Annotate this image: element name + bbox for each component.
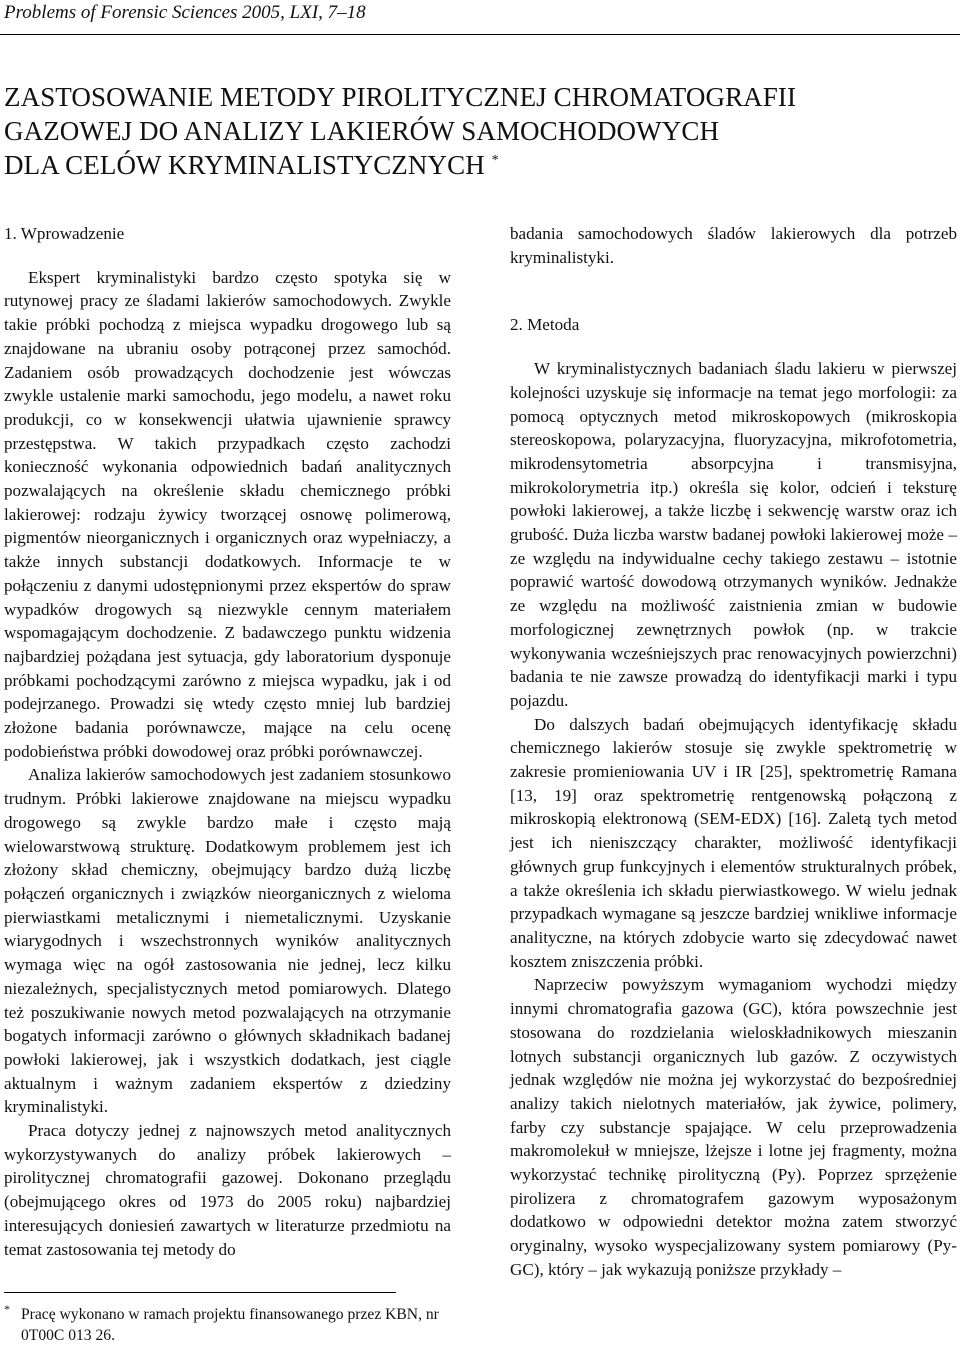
body-paragraph: Ekspert kryminalistyki bardzo często spotyka się w rutynowej pracy ze śladami lakierów samochodowych. Zwykle takie próbki pochodzą z miejsca wypadku drogowego lub są znajdowane na ubraniu osoby potrąconej przez samochód. Zadaniem osób prowadzących dochodzenie jest wówczas zwykle ustalenie marki samochodu, jego modelu, a nawet roku produkcji, co w konsekwencji ułatwia ujawnienie sprawcy przestępstwa. W takich przypadkach często zachodzi konieczność wykonania odpowiednich badań analitycznych pozwalających na określenie składu chemicznego próbki lakierowej: rodzaju żywicy tworzącej osnowę polimerową, pigmentów nieorganicznych i organicznych oraz wypełniaczy, a także innych substancji dodatkowych. Informacje te w połączeniu z danymi udostępnionymi przez ekspertów do spraw wypadków drogowych są niezwykle cennym materiałem wspomagającym dochodzenie. Z badawczego punktu widzenia najbardziej pożądana jest sytuacja, gdy laboratorium dysponuje próbkami pochodzącymi zarówno z miejsca wypadku, jak i od podejrzanego. Prowadzi się wtedy często mniej lub bardziej złożone badania porównawcze, mające na celu ocenę podobieństwa próbki dowodowej oraz próbki porównawczej. xyxy=(4,267,451,761)
header-rule xyxy=(0,34,960,35)
footnote xyxy=(4,1304,454,1346)
title-line-3: DLA CELÓW KRYMINALISTYCZNYCH xyxy=(4,150,485,180)
article-title xyxy=(4,80,944,182)
body-paragraph: Do dalszych badań obejmujących identyfikację składu chemicznego lakierów stosuje się zwykle spektrometrię w zakresie promieniowania UV i IR [25], spektrometrię Ramana [13, 19] oraz spektrometrię rentgenowską połączoną z mikroskopią elektronową (SEM-EDX) [16]. Zaletą tych metod jest ich nieniszczący charakter, możliwość identyfikacji głównych grup funkcyjnych i elementów strukturalnych próbek, a także określenia ich składu pierwiastkowego. W wielu jednak przypadkach wymagane są jeszcze bardziej wnikliwe informacje analityczne, na których zdobycie warto się zdecydować nawet kosztem zniszczenia próbki. xyxy=(510,714,957,971)
title-footnote-mark: * xyxy=(491,153,499,168)
footnote-mark: * xyxy=(4,1302,10,1316)
section-heading-intro: 1. Wprowadzenie xyxy=(4,224,125,243)
footnote-rule xyxy=(4,1292,396,1293)
left-column xyxy=(4,222,451,1261)
body-paragraph: W kryminalistycznych badaniach śladu lakieru w pierwszej kolejności uzyskuje się informacje na temat jego morfologii: za pomocą optycznych metod mikroskopowych (mikroskopia stereoskopowa, polaryzacyjna, fluoryzacyjna, mikrofotometria, mikrodensytometria absorpcyjna i transmisyjna, mikrokolorymetria itp.) określa się kolor, odcień i teksturę powłoki lakierowej, a także liczbę i sekwencję warstw oraz ich grubość. Duża liczba warstw badanej powłoki lakierowej może – ze względu na indywidualne cechy takiego zestawu – istotnie poprawić wartość dowodową otrzymanych wyników. Jednakże ze względu na możliwość zaistnienia zmian w budowie morfologicznej zewnętrznych powłok (np. w trakcie wykonywania wcześniejszych prac renowacyjnych powierzchni) badania te nie zawsze prowadzą do identyfikacji marki i typu pojazdu. xyxy=(510,359,957,710)
right-column xyxy=(510,222,957,1282)
section-heading-method: 2. Metoda xyxy=(510,315,580,335)
title-line-1: ZASTOSOWANIE METODY PIROLITYCZNEJ CHROMATOGRAFII xyxy=(4,82,797,112)
footnote-text: Pracę wykonano w ramach projektu finansowanego przez KBN, nr 0T00C 013 26. xyxy=(21,1306,439,1344)
body-paragraph-continuation: badania samochodowych śladów lakierowych dla potrzeb kryminalistyki. xyxy=(510,224,957,267)
running-header: Problems of Forensic Sciences 2005, LXI, 7–18 xyxy=(4,2,366,23)
body-paragraph: Analiza lakierów samochodowych jest zadaniem stosunkowo trudnym. Próbki lakierowe znajdowane na miejscu wypadku drogowego są zwykle bardzo małe i często mają wielowarstwową strukturę. Dodatkowym problemem jest ich złożony skład chemiczny, obejmujący bardzo dużą liczbę połączeń organicznych i związków nieorganicznych z wieloma pierwiastkami metalicznymi i niemetalicznymi. Uzyskanie wiarygodnych i wszechstronnych wyników analitycznych wymaga więc na ogół zastosowania nie jednej, lecz kilku niezależnych, specjalistycznych metod pomiarowych. Dlatego też poszukiwanie nowych metod pozwalających na otrzymanie bogatych informacji zarówno o głównych składnikach badanej powłoki lakierowej, jak i wszystkich dodatkach, jest ciągle aktualnym i ważnym zadaniem ekspertów z dziedziny kryminalistyki. xyxy=(4,765,451,1117)
body-paragraph: Praca dotyczy jednej z najnowszych metod analitycznych wykorzystywanych do analizy próbek lakierowych – pirolitycznej chromatografii gazowej. Dokonano przeglądu (obejmującego okres od 1973 do 2005 roku) najbardziej interesujących doniesień zawartych w literaturze przedmiotu na temat zastosowania tej metody do xyxy=(4,1121,451,1259)
title-line-2: GAZOWEJ DO ANALIZY LAKIERÓW SAMOCHODOWYCH xyxy=(4,116,720,146)
body-paragraph: Naprzeciw powyższym wymaganiom wychodzi między innymi chromatografia gazowa (GC), która powszechnie jest stosowana do rozdzielania wieloskładnikowych mieszanin lotnych substancji organicznych lub gazów. Z oczywistych jednak względów nie można jej wykorzystać do bezpośredniej analizy takich nielotnych materiałów, jak żywice, polimery, farby czy substancje spajające. W celu przeprowadzenia makromolekuł w mniejsze, lżejsze i lotne jej fragmenty, można wykorzystać technikę pirolityczną (Py). Poprzez sprzężenie pirolizera z chromatografem gazowym wyposażonym dodatkowo w odpowiedni detektor można zatem stworzyć oryginalny, wysoko wyspecjalizowany system pomiarowy (Py-GC), który – jak wykazują poniższe przykłady – xyxy=(510,975,957,1279)
